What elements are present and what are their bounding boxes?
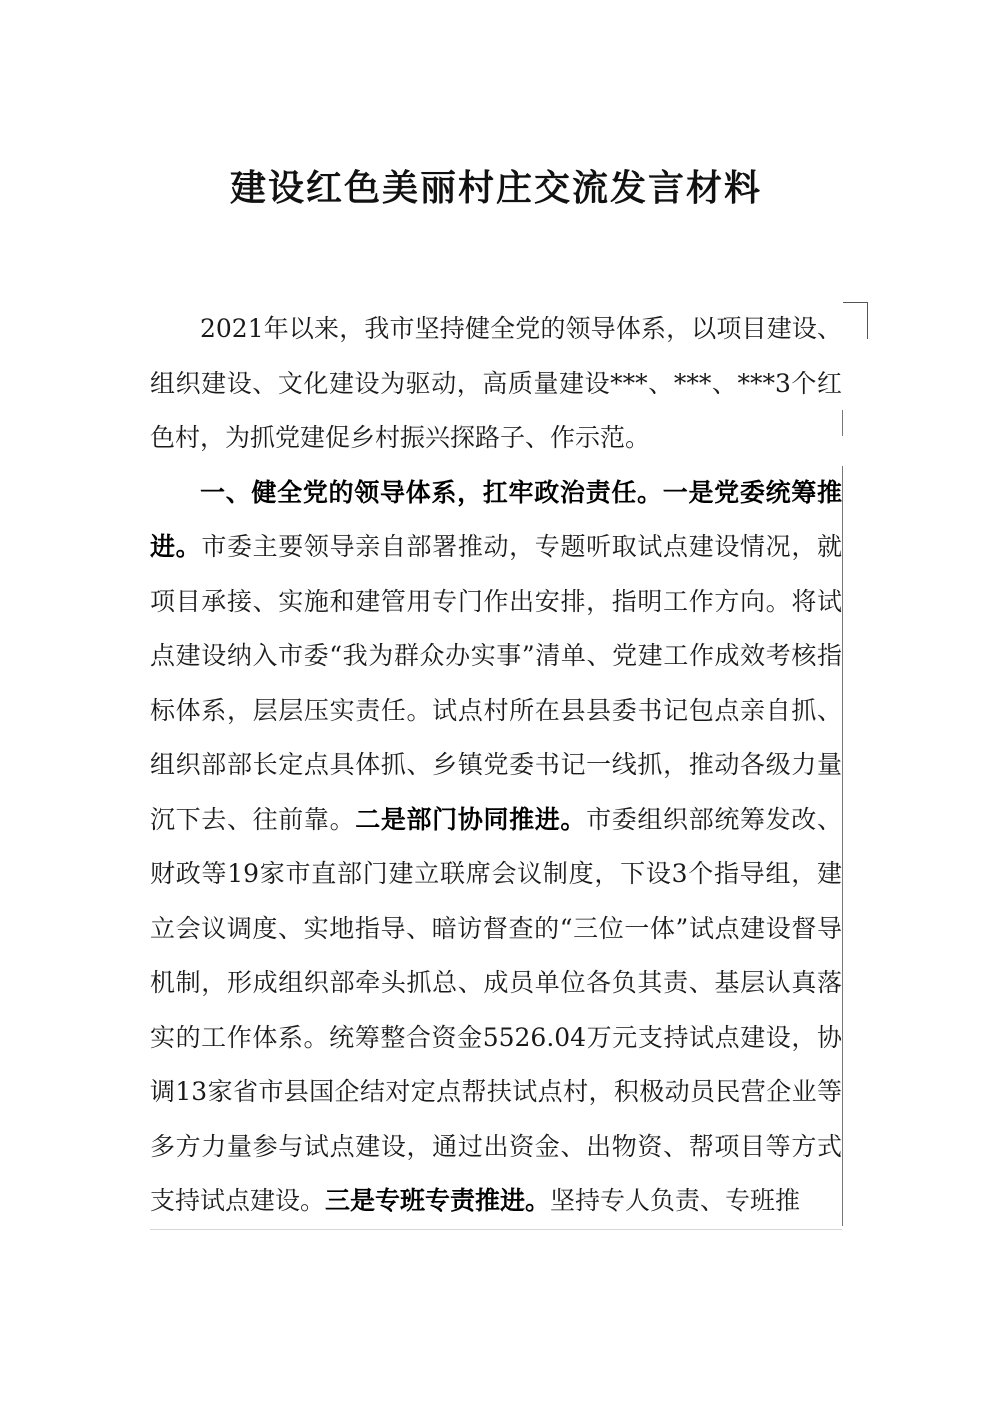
point-two-text: 市委组织部统筹发改、财政等19家市直部门建立联席会议制度，下设3个指导组，建立会议调度、实地指导、暗访督查的“三位一体”试点建设督导机制，形成组织部牵头抓总、成员单位各负其责、基层认真落实的工作体系。统筹整合资金5526.04万元支持试点建设，协调13家省市县国企结对定点帮扶试点村，积极动员民营企业等多方力量参与试点建设，通过出资金、出物资、帮项目等方式支持试点建设。 xyxy=(150,804,842,1215)
point-two-label: 二是部门协同推进。 xyxy=(355,804,587,834)
point-one-label: 一是党委统筹推进。 xyxy=(150,477,842,561)
section-heading: 一、健全党的领导体系，扛牢政治责任。 xyxy=(200,477,663,507)
document-title: 建设红色美丽村庄交流发言材料 xyxy=(229,168,762,209)
point-three-label: 三是专班专责推进。 xyxy=(325,1186,551,1215)
section-one-paragraph xyxy=(150,466,842,1229)
right-margin-line xyxy=(842,466,843,1226)
point-three-text: 坚持专人负责、专班推 xyxy=(550,1186,801,1215)
document-body xyxy=(150,302,842,1229)
margin-corner-mark xyxy=(843,302,868,339)
point-one-text: 市委主要领导亲自部署推动，专题听取试点建设情况，就项目承接、实施和建管用专门作出安排，指明工作方向。将试点建设纳入市委“我为群众办实事”清单、党建工作成效考核指标体系，层层压实责任。试点村所在县县委书记包点亲自抓、组织部部长定点具体抓、乡镇党委书记一线抓，推动各级力量沉下去、往前靠。 xyxy=(150,532,842,834)
page-bottom-rule xyxy=(150,1229,842,1230)
intro-paragraph: 2021年以来，我市坚持健全党的领导体系，以项目建设、组织建设、文化建设为驱动，高质量建设***、***、***3个红色村，为抓党建促乡村振兴探路子、作示范。 xyxy=(150,314,842,452)
right-margin-line xyxy=(842,410,843,436)
